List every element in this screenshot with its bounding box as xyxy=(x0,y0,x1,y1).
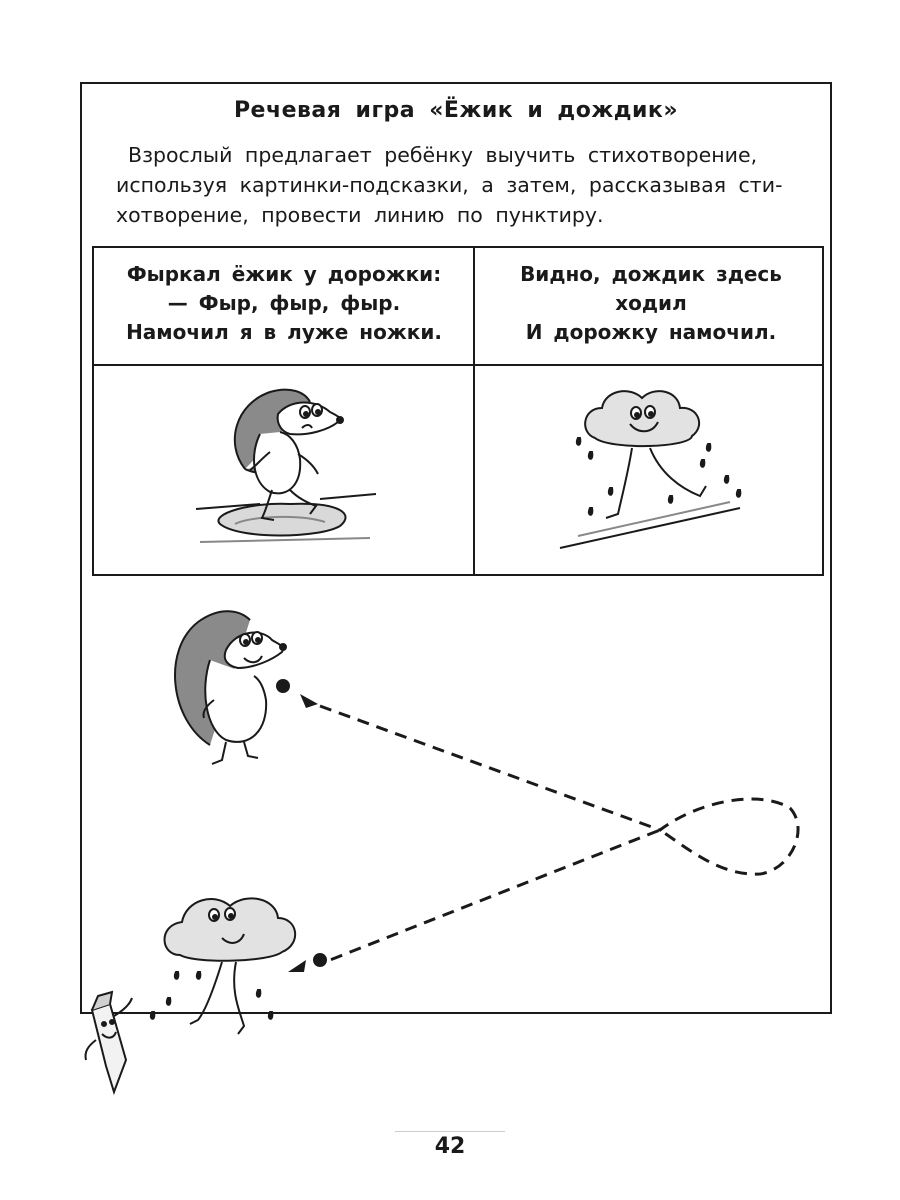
verse-line: — Фыр, фыр, фыр. xyxy=(167,291,401,315)
start-dot xyxy=(276,679,290,693)
page-number-rule xyxy=(395,1131,505,1132)
dashed-trace-path xyxy=(320,706,798,960)
instruction-line: хотворение, провести линию по пунктиру. xyxy=(116,203,604,227)
verse-line: Фыркал ёжик у дорожки: xyxy=(126,262,442,286)
verse-line: И дорожку намочил. xyxy=(525,320,777,344)
verse-line: Видно, дождик здесь xyxy=(520,262,782,286)
instruction-line: Взрослый предлагает ребёнку выучить стихотворение, xyxy=(128,143,758,167)
trace-arrow-end xyxy=(288,960,306,972)
cloud-drawing xyxy=(151,898,295,1034)
page-title: Речевая игра «Ёжик и дождик» xyxy=(233,98,679,123)
end-dot xyxy=(313,953,327,967)
pencil-mascot-icon xyxy=(85,992,132,1092)
verse-line: ходил xyxy=(615,291,687,315)
hedgehog-drawing xyxy=(175,611,286,764)
verse-line: Намочил я в луже ножки. xyxy=(126,320,442,344)
trace-arrow xyxy=(300,694,318,708)
instruction-line: используя картинки-подсказки, а затем, рассказывая сти- xyxy=(116,173,783,197)
page-number: 42 xyxy=(434,1134,466,1159)
